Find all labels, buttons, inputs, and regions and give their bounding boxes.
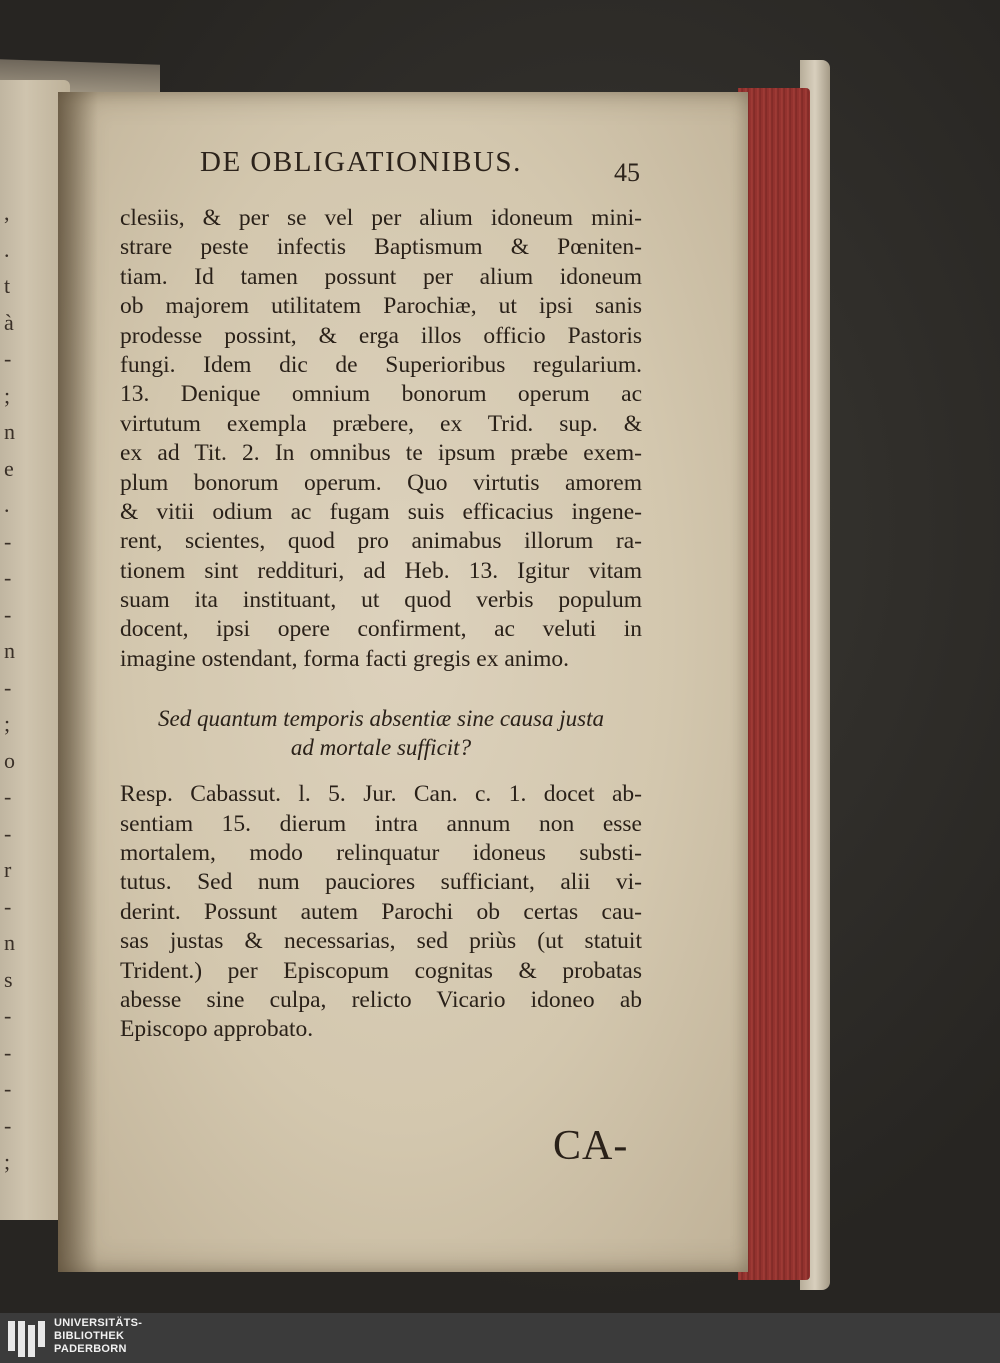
left-page-glyph: -: [4, 1112, 12, 1138]
left-page-glyph: ,: [4, 200, 10, 225]
text-line: tionem sint reddituri, ad Heb. 13. Igitur vitam: [120, 557, 642, 584]
text-line: tutus. Sed num pauciores sufficiant, alii vi-: [120, 869, 642, 896]
left-page-glyph: -: [4, 601, 12, 627]
text-line: Trident.) per Episcopum cognitas & probatas: [120, 957, 642, 984]
left-page-glyph: .: [4, 236, 10, 262]
library-logo-text: [54, 1317, 142, 1356]
text-line: fungi. Idem dic de Superioribus regularium.: [120, 351, 642, 378]
left-page-glyph: n: [4, 419, 15, 444]
text-line: imagine ostendant, forma facti gregis ex animo.: [120, 645, 569, 672]
left-page-glyph: r: [4, 857, 12, 882]
page-number: 45: [614, 158, 640, 187]
text-line: 13. Denique omnium bonorum operum ac: [120, 381, 642, 408]
text-line: strare peste infectis Baptismum & Pœniten-: [120, 234, 642, 261]
question-heading: [120, 704, 660, 762]
text-line: tiam. Id tamen possunt per alium idoneum: [120, 263, 642, 290]
logo-line: UNIVERSITÄTS-: [54, 1317, 143, 1329]
left-page-glyph: -: [4, 784, 12, 809]
left-page-glyph: -: [4, 1003, 12, 1028]
left-page-glyph: n: [4, 638, 15, 663]
left-page-glyph: ;: [4, 1149, 11, 1174]
text-line: sas justas & necessarias, sed priùs (ut statuit: [120, 928, 642, 955]
logo-line: BIBLIOTHEK: [54, 1330, 125, 1342]
left-page-glyph: -: [4, 820, 12, 846]
text-line: abesse sine culpa, relicto Vicario idoneo ab: [120, 986, 642, 1013]
question-line: Sed quantum temporis absentiæ sine causa justa: [158, 706, 604, 732]
left-page-glyph: -: [4, 565, 12, 590]
paragraph-1: [120, 204, 660, 674]
text-line: clesiis, & per se vel per alium idoneum mini-: [120, 205, 642, 231]
left-page-glyph: -: [4, 1039, 12, 1065]
text-line: prodesse possint, & erga illos officio Pastoris: [120, 322, 642, 349]
logo-line: PADERBORN: [54, 1343, 127, 1355]
left-page-glyph: -: [4, 528, 12, 554]
library-logo-icon: [6, 1319, 48, 1359]
text-line: sentiam 15. dierum intra annum non esse: [120, 810, 642, 837]
text-line: virtutum exempla præbere, ex Trid. sup. &: [120, 410, 642, 437]
footer-bar: [0, 1313, 1000, 1363]
text-line: mortalem, modo relinquatur idoneus substi-: [120, 840, 642, 867]
left-page-glyph: o: [4, 747, 15, 773]
text-line: Resp. Cabassut. l. 5. Jur. Can. c. 1. docet ab-: [120, 781, 642, 808]
left-page-glyph: ;: [4, 382, 11, 408]
left-page-glyph: ;: [4, 711, 11, 736]
left-page-glyph: -: [4, 346, 12, 371]
left-page-glyph: -: [4, 893, 12, 919]
main-text: [120, 204, 660, 1045]
left-page-glyph: e: [4, 455, 14, 481]
text-line: ob majorem utilitatem Parochiæ, ut ipsi sanis: [120, 293, 642, 320]
text-line: docent, ipsi opere confirment, ac veluti in: [120, 616, 642, 643]
text-line: Episcopo approbato.: [120, 1016, 314, 1043]
question-line: ad mortale sufficit?: [290, 735, 472, 761]
text-line: rent, scientes, quod pro animabus illorum ra-: [120, 528, 642, 555]
left-page-glyph: -: [4, 674, 12, 700]
red-fore-edge: [738, 88, 810, 1280]
left-page-glyph: -: [4, 1076, 12, 1101]
left-page-glyph: à: [4, 309, 14, 335]
catchword: CA-: [553, 1123, 629, 1169]
text-line: suam ita instituant, ut quod verbis populum: [120, 587, 642, 614]
left-page-glyph: .: [4, 492, 10, 517]
text-line: derint. Possunt autem Parochi ob certas cau-: [120, 898, 642, 925]
running-head: DE OBLIGATIONIBUS.: [200, 146, 522, 178]
text-line: plum bonorum operum. Quo virtutis amorem: [120, 469, 642, 496]
left-page-glyph: t: [4, 273, 11, 298]
left-page-glyph: n: [4, 930, 15, 955]
left-page-glyph: s: [4, 966, 13, 992]
gutter-shadow: [58, 92, 98, 1272]
paragraph-2: [120, 780, 660, 1045]
text-line: ex ad Tit. 2. In omnibus te ipsum præbe exem-: [120, 440, 642, 467]
text-line: & vitii odium ac fugam suis efficacius ingene-: [120, 498, 642, 525]
